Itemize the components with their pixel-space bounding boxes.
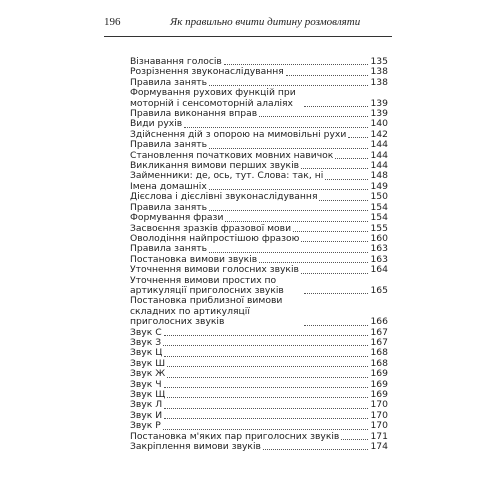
toc-leader-dots bbox=[164, 408, 368, 409]
toc-entry-title: Звук Ж bbox=[130, 369, 166, 380]
toc-entry-title: Постановка приблизної вимови складних по артикуляції приголосних звуків bbox=[130, 296, 283, 328]
toc-entry bbox=[130, 380, 388, 390]
toc-entry bbox=[130, 276, 388, 297]
toc-entry-title: Правила занять bbox=[130, 202, 207, 213]
toc-entry-page: 170 bbox=[370, 409, 388, 421]
toc-entry bbox=[130, 390, 388, 400]
toc-entry-page: 144 bbox=[370, 139, 388, 151]
toc-entry-page: 142 bbox=[370, 128, 388, 140]
toc-entry-title: Звук Й bbox=[130, 410, 163, 421]
toc-leader-dots bbox=[341, 439, 368, 440]
toc-entry-page: 167 bbox=[370, 336, 388, 348]
toc-entry-title: Викликання вимови перших звуків bbox=[130, 161, 300, 172]
toc-entry-title: Звук С bbox=[130, 327, 162, 338]
toc-leader-dots bbox=[325, 179, 368, 180]
toc-entry-title: Розрізнення звуконаслідування bbox=[130, 67, 284, 78]
toc-entry bbox=[130, 130, 388, 140]
toc-leader-dots bbox=[301, 273, 368, 274]
toc-entry-page: 148 bbox=[370, 170, 388, 182]
toc-entry bbox=[130, 348, 388, 358]
toc-entry bbox=[130, 213, 388, 223]
toc-entry bbox=[130, 182, 388, 192]
toc-entry-title: Правила занять bbox=[130, 244, 207, 255]
toc-entry-page: 169 bbox=[370, 368, 388, 380]
toc-leader-dots bbox=[293, 231, 368, 232]
page-number: 196 bbox=[104, 16, 121, 28]
running-title: Як правильно вчити дитину розмовляти bbox=[170, 16, 361, 28]
toc-leader-dots bbox=[224, 64, 368, 65]
toc-entry-title: Формування рухових функцій при моторній і сенсомоторній алаліях bbox=[130, 88, 296, 109]
toc-entry-title: Дієслова і дієслівні звуконаслідування bbox=[130, 192, 318, 203]
toc-leader-dots bbox=[163, 429, 368, 430]
toc-entry-page: 155 bbox=[370, 222, 388, 234]
toc-entry-title: Візнавання голосів bbox=[130, 57, 222, 67]
toc-leader-dots bbox=[286, 75, 368, 76]
toc-entry-page: 144 bbox=[370, 160, 388, 172]
toc-entry-page: 171 bbox=[370, 430, 388, 442]
toc-leader-dots bbox=[209, 85, 368, 86]
toc-entry bbox=[130, 119, 388, 129]
toc-entry bbox=[130, 151, 388, 161]
toc-leader-dots bbox=[225, 221, 368, 222]
toc-leader-dots bbox=[348, 137, 368, 138]
toc-entry-title: Займенники: де, ось, тут. Слова: так, ні bbox=[130, 171, 324, 182]
toc-leader-dots bbox=[301, 168, 368, 169]
toc-entry bbox=[130, 140, 388, 150]
table-of-contents bbox=[130, 57, 388, 452]
toc-leader-dots bbox=[209, 252, 368, 253]
toc-entry-title: Звук Л bbox=[130, 400, 163, 411]
toc-entry-page: 135 bbox=[370, 56, 388, 67]
toc-entry-title: Закріплення вимови звуків bbox=[130, 442, 261, 453]
toc-entry-page: 138 bbox=[370, 66, 388, 78]
toc-entry bbox=[130, 109, 388, 119]
toc-leader-dots bbox=[304, 106, 368, 107]
toc-entry-title: Уточнення вимови простих по артикуляції приголосних звуків bbox=[130, 275, 284, 296]
toc-entry-page: 163 bbox=[370, 243, 388, 255]
toc-entry bbox=[130, 265, 388, 275]
toc-entry-page: 165 bbox=[370, 284, 388, 296]
toc-entry-title: Імена домашніх bbox=[130, 181, 207, 192]
toc-leader-dots bbox=[259, 262, 368, 263]
toc-entry-title: Становлення початкових мовних навичок bbox=[130, 150, 334, 161]
toc-leader-dots bbox=[163, 345, 368, 346]
toc-leader-dots bbox=[259, 116, 368, 117]
toc-entry-page: 144 bbox=[370, 149, 388, 161]
toc-leader-dots bbox=[335, 158, 368, 159]
toc-entry-page: 164 bbox=[370, 264, 388, 276]
toc-leader-dots bbox=[209, 148, 368, 149]
toc-entry-title: Здійснення дій з опорою на мимовільні рухи bbox=[130, 129, 347, 140]
toc-entry-title: Формування фрази bbox=[130, 213, 224, 224]
toc-leader-dots bbox=[184, 127, 368, 128]
toc-entry bbox=[130, 67, 388, 77]
toc-entry-page: 140 bbox=[370, 118, 388, 130]
toc-entry-title: Правила виконання вправ bbox=[130, 109, 258, 120]
toc-entry-title: Звук Ш bbox=[130, 358, 166, 369]
toc-entry-page: 149 bbox=[370, 180, 388, 192]
toc-leader-dots bbox=[164, 335, 368, 336]
toc-entry bbox=[130, 161, 388, 171]
toc-entry bbox=[130, 171, 388, 181]
toc-entry bbox=[130, 57, 388, 67]
toc-leader-dots bbox=[209, 210, 368, 211]
toc-entry-title: Види рухів bbox=[130, 119, 183, 130]
toc-entry-page: 167 bbox=[370, 326, 388, 338]
toc-entry-page: 154 bbox=[370, 212, 388, 224]
toc-entry bbox=[130, 203, 388, 213]
toc-entry-page: 160 bbox=[370, 232, 388, 244]
toc-entry-page: 154 bbox=[370, 201, 388, 213]
toc-entry bbox=[130, 432, 388, 442]
toc-leader-dots bbox=[263, 449, 368, 450]
toc-entry-page: 169 bbox=[370, 389, 388, 400]
toc-entry bbox=[130, 78, 388, 88]
toc-entry-title: Засвоєння зразків фразової мови bbox=[130, 223, 292, 234]
toc-entry-title: Уточнення вимови голосних звуків bbox=[130, 265, 299, 276]
toc-entry bbox=[130, 400, 388, 410]
toc-entry bbox=[130, 234, 388, 244]
toc-entry-page: 168 bbox=[370, 357, 388, 369]
toc-entry-page: 168 bbox=[370, 347, 388, 359]
toc-entry bbox=[130, 421, 388, 431]
toc-entry-title: Постановка вимови звуків bbox=[130, 254, 258, 265]
toc-entry-title: Правила занять bbox=[130, 140, 207, 151]
toc-leader-dots bbox=[167, 377, 368, 378]
toc-entry bbox=[130, 442, 388, 452]
toc-entry-page: 174 bbox=[370, 441, 388, 453]
toc-leader-dots bbox=[319, 200, 368, 201]
toc-leader-dots bbox=[164, 387, 368, 388]
toc-entry bbox=[130, 244, 388, 254]
toc-entry-title: Звук З bbox=[130, 337, 162, 348]
toc-leader-dots bbox=[167, 366, 368, 367]
toc-leader-dots bbox=[164, 356, 368, 357]
toc-entry-title: Правила занять bbox=[130, 77, 207, 88]
toc-entry-title: Звук Щ bbox=[130, 390, 166, 400]
toc-leader-dots bbox=[209, 189, 368, 190]
toc-entry-title: Постановка м'яких пар приголосних звуків bbox=[130, 431, 340, 442]
toc-entry-page: 170 bbox=[370, 420, 388, 432]
toc-entry-page: 150 bbox=[370, 191, 388, 203]
toc-entry bbox=[130, 88, 388, 109]
toc-entry-page: 163 bbox=[370, 253, 388, 265]
toc-leader-dots bbox=[301, 241, 368, 242]
toc-leader-dots bbox=[167, 397, 368, 398]
running-header bbox=[104, 16, 392, 37]
toc-entry bbox=[130, 224, 388, 234]
toc-entry-title: Звук Ц bbox=[130, 348, 163, 359]
toc-entry-page: 139 bbox=[370, 108, 388, 120]
toc-entry-page: 138 bbox=[370, 76, 388, 88]
toc-leader-dots bbox=[164, 418, 368, 419]
toc-entry bbox=[130, 359, 388, 369]
toc-leader-dots bbox=[304, 293, 368, 294]
toc-entry bbox=[130, 338, 388, 348]
toc-entry bbox=[130, 192, 388, 202]
toc-entry bbox=[130, 369, 388, 379]
toc-entry-page: 169 bbox=[370, 378, 388, 390]
toc-entry-title: Оволодіння найпростішою фразою bbox=[130, 233, 300, 244]
toc-leader-dots bbox=[304, 325, 368, 326]
toc-entry-page: 139 bbox=[370, 97, 388, 109]
toc-entry bbox=[130, 296, 388, 327]
toc-entry bbox=[130, 328, 388, 338]
toc-entry-title: Звук Р bbox=[130, 421, 161, 432]
toc-entry-page: 170 bbox=[370, 399, 388, 411]
toc-entry-page: 166 bbox=[370, 316, 388, 328]
toc-entry bbox=[130, 255, 388, 265]
toc-entry-title: Звук Ч bbox=[130, 379, 162, 390]
toc-entry bbox=[130, 411, 388, 421]
